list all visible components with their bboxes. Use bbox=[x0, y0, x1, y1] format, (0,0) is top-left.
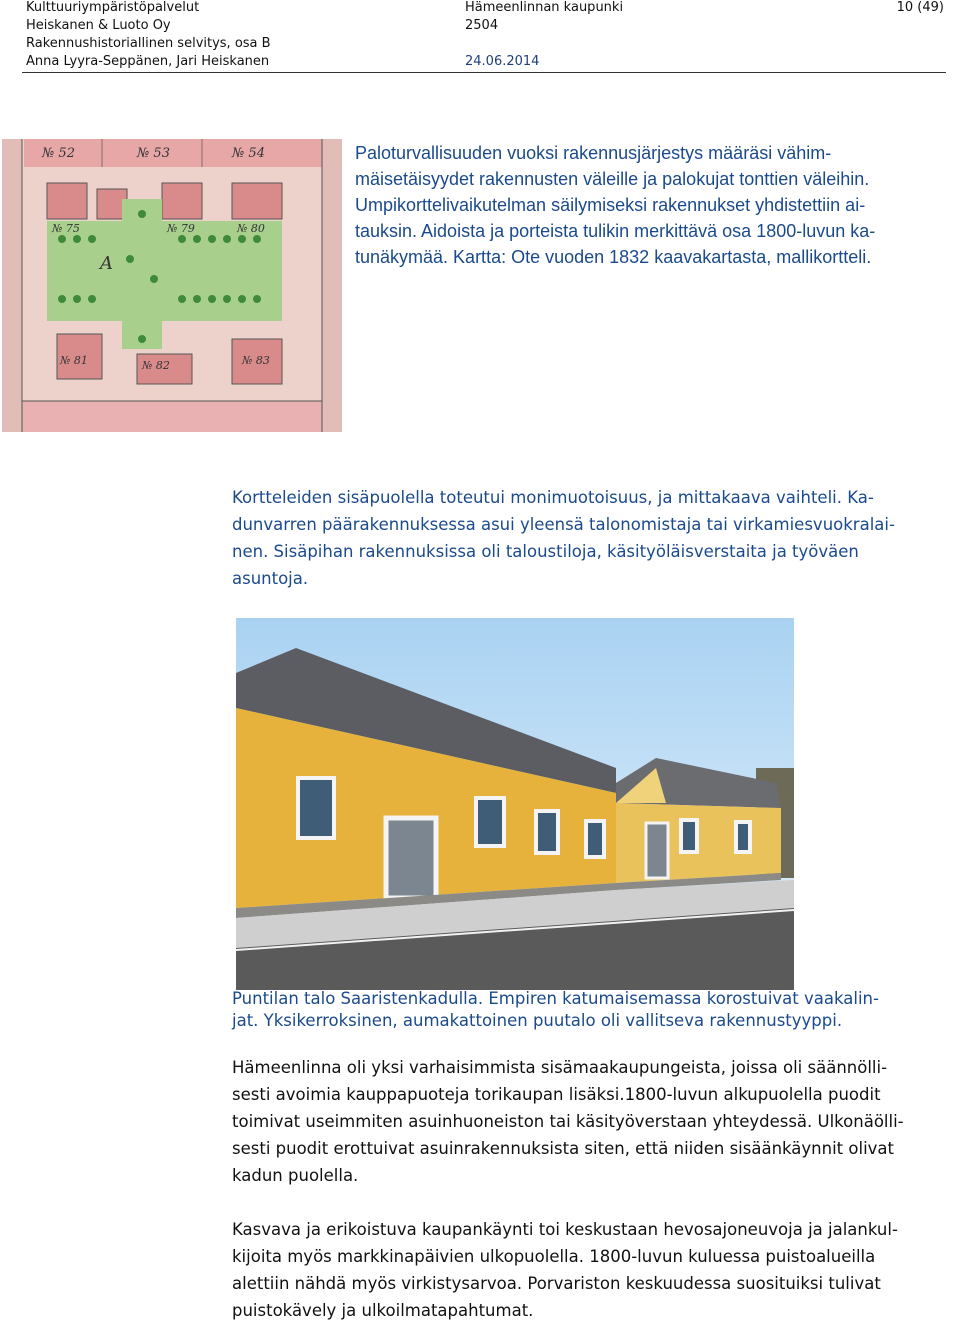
body-paragraph-1 bbox=[232, 1054, 952, 1189]
header-project-number: 2504 bbox=[465, 18, 499, 33]
map-courtyard bbox=[47, 221, 282, 321]
map-label-75: № 75 bbox=[52, 222, 80, 235]
paragraph-line: alettiin nähdä myös virkistysarvoa. Porvariston keskuudessa suosituiksi tulivat bbox=[232, 1274, 881, 1293]
map-label-52: № 52 bbox=[42, 146, 75, 161]
map-label-a: A bbox=[100, 253, 113, 274]
header-client: Hämeenlinnan kaupunki bbox=[465, 0, 624, 15]
map-label-79: № 79 bbox=[167, 222, 195, 235]
map-label-80: № 80 bbox=[237, 222, 265, 235]
header-date: 24.06.2014 bbox=[465, 54, 540, 69]
map-caption-line: Paloturvallisuuden vuoksi rakennusjärjestys määräsi vähim- bbox=[355, 143, 832, 163]
photo-caption-line: jat. Yksikerroksinen, aumakattoinen puutalo oli vallitseva rakennustyyppi. bbox=[232, 1011, 843, 1030]
header-company: Heiskanen & Luoto Oy bbox=[26, 18, 171, 33]
historic-map-image bbox=[2, 139, 342, 432]
map-label-81: № 81 bbox=[60, 354, 88, 367]
paragraph-line: sesti avoimia kauppapuoteja torikaupan lisäksi.1800-luvun alkupuolella puodit bbox=[232, 1085, 881, 1104]
map-caption-line: tauksin. Aidoista ja porteista tulikin merkittävä osa 1800-luvun ka- bbox=[355, 221, 876, 241]
block-caption-line: nen. Sisäpihan rakennuksissa oli taloustiloja, käsityöläisverstaita ja työväen bbox=[232, 542, 859, 561]
map-label-82: № 82 bbox=[142, 359, 170, 372]
paragraph-line: sesti puodit erottuivat asuinrakennuksista siten, että niiden sisäänkäynnit olivat bbox=[232, 1139, 894, 1158]
paragraph-line: kijoita myös markkinapäivien ulkopuolella. 1800-luvun kuluessa puistoalueilla bbox=[232, 1247, 876, 1266]
map-caption-line: mäisetäisyydet rakennusten väleille ja palokujat tonttien väleihin. bbox=[355, 169, 870, 189]
photo-caption-line: Puntilan talo Saaristenkadulla. Empiren katumaisemassa korostuivat vaakalin- bbox=[232, 989, 879, 1008]
paragraph-line: toimivat useimmiten asuinhuoneiston tai käsityöverstaan yhteydessä. Ulkonäölli- bbox=[232, 1112, 904, 1131]
street-photo bbox=[236, 618, 794, 990]
block-caption-line: Kortteleiden sisäpuolella toteutui monimuotoisuus, ja mittakaava vaihteli. Ka- bbox=[232, 488, 874, 507]
paragraph-line: Kasvava ja erikoistuva kaupankäynti toi keskustaan hevosajoneuvoja ja jalankul- bbox=[232, 1220, 898, 1239]
block-caption-line: dunvarren päärakennuksessa asui yleensä talonomistaja tai virkamiesvuokralai- bbox=[232, 515, 895, 534]
header-middle bbox=[465, 0, 623, 71]
paragraph-line: puistokävely ja ulkoilmatapahtumat. bbox=[232, 1301, 534, 1320]
map-caption-line: tunäkymää. Kartta: Ote vuoden 1832 kaavakartasta, mallikortteli. bbox=[355, 247, 872, 267]
paragraph-line: Hämeenlinna oli yksi varhaisimmista sisämaakaupungeista, joissa oli säännölli- bbox=[232, 1058, 888, 1077]
map-caption bbox=[355, 140, 925, 270]
map-label-53: № 53 bbox=[137, 146, 170, 161]
map-drawing bbox=[2, 139, 342, 432]
header-org: Kulttuuriympäristöpalvelut bbox=[26, 0, 200, 15]
header-authors: Anna Lyyra-Seppänen, Jari Heiskanen bbox=[26, 54, 270, 69]
map-caption-line: Umpikorttelivaikutelman säilymiseksi rakennukset yhdistettiin ai- bbox=[355, 195, 866, 215]
map-label-54: № 54 bbox=[232, 146, 265, 161]
paragraph-line: kadun puolella. bbox=[232, 1166, 359, 1185]
body-paragraph-2 bbox=[232, 1216, 952, 1324]
map-label-83: № 83 bbox=[242, 354, 270, 367]
block-caption-line: asuntoja. bbox=[232, 569, 309, 588]
block-caption bbox=[232, 484, 932, 592]
photo-caption bbox=[232, 988, 952, 1032]
header-report-title: Rakennushistoriallinen selvitys, osa B bbox=[26, 36, 271, 51]
page-number: 10 (49) bbox=[896, 0, 944, 15]
photo-drawing bbox=[236, 618, 794, 990]
header-left bbox=[26, 0, 271, 71]
header-divider bbox=[22, 72, 946, 73]
header-empty bbox=[465, 35, 623, 53]
